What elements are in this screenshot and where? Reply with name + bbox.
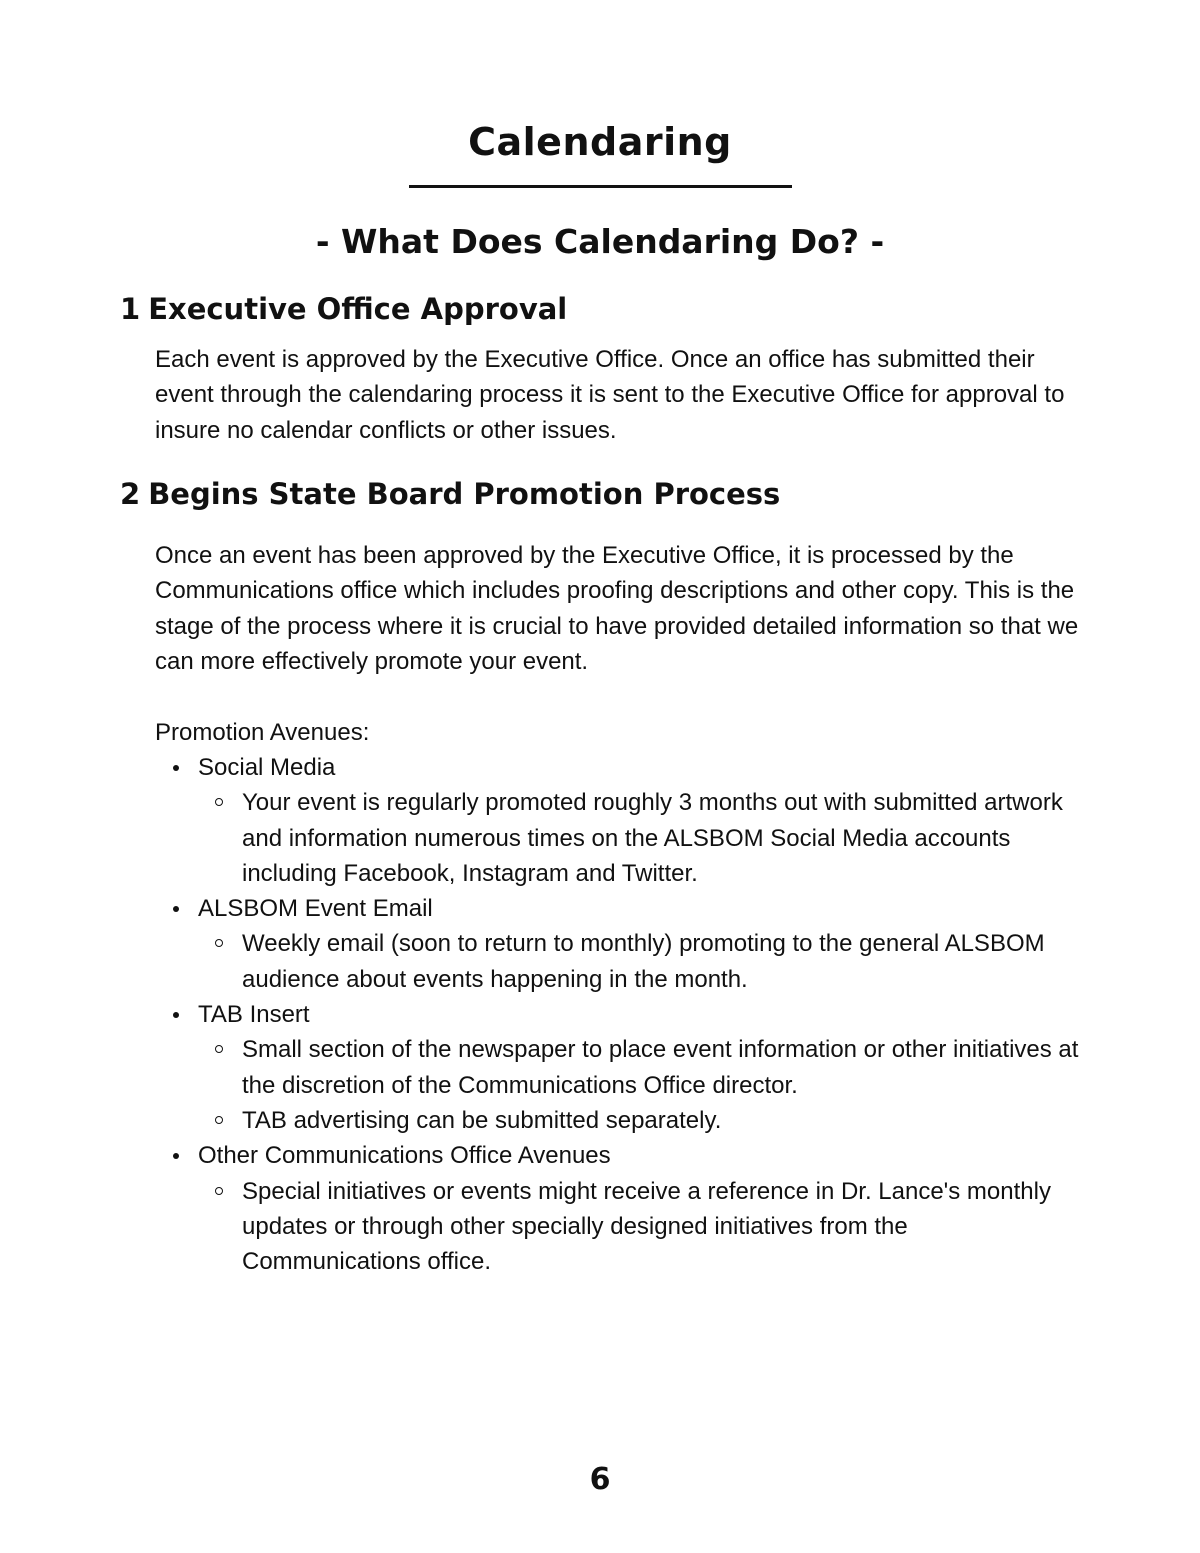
page-title: Calendaring xyxy=(468,120,732,164)
avenue-item-tab-insert xyxy=(155,997,1085,1138)
avenue-detail: Small section of the newspaper to place event information or other initiatives at the discretion of the Communications Office director. xyxy=(198,1032,1085,1103)
avenue-label: Other Communications Office Avenues xyxy=(198,1142,611,1170)
avenue-label: TAB Insert xyxy=(198,1001,310,1029)
avenue-detail: TAB advertising can be submitted separately. xyxy=(198,1103,1085,1138)
avenue-item-other-communications xyxy=(155,1138,1085,1279)
avenue-item-social-media xyxy=(155,750,1085,891)
avenue-label: ALSBOM Event Email xyxy=(198,895,433,923)
section-number: 2 xyxy=(120,477,141,511)
avenue-details-list xyxy=(198,1174,1085,1280)
avenue-detail: Weekly email (soon to return to monthly) promoting to the general ALSBOM audience about events happening in the month. xyxy=(198,926,1085,997)
section-body-executive-office-approval: Each event is approved by the Executive Office. Once an office has submitted their event through the calendaring process it is sent to the Executive Office for approval to insure no calendar conflicts or other issues. xyxy=(155,346,1065,444)
page-subtitle: - What Does Calendaring Do? - xyxy=(315,222,885,261)
promotion-avenues-list xyxy=(155,750,1085,1279)
avenue-details-list xyxy=(198,1032,1085,1138)
section-heading-text: Begins State Board Promotion Process xyxy=(148,477,781,511)
avenue-item-event-email xyxy=(155,891,1085,997)
section-number: 1 xyxy=(120,292,141,326)
title-underline xyxy=(409,185,792,188)
section-body-promotion-process: Once an event has been approved by the Executive Office, it is processed by the Communications office which includes proofing descriptions and other copy. This is the stage of the process where it is crucial to have provided detailed information so that we can more effectively promote your event. xyxy=(155,542,1079,675)
section-heading-text: Executive Office Approval xyxy=(148,292,568,326)
section-heading-promotion-process xyxy=(120,474,780,514)
section-heading-executive-office-approval xyxy=(120,289,567,329)
page-number: 6 xyxy=(589,1462,611,1497)
avenue-details-list xyxy=(198,926,1085,997)
promotion-avenues-label: Promotion Avenues: xyxy=(155,719,370,746)
avenue-details-list xyxy=(198,785,1085,891)
avenue-detail: Special initiatives or events might receive a reference in Dr. Lance's monthly updates or through other specially designed initiatives from the Communications office. xyxy=(198,1174,1085,1280)
avenue-label: Social Media xyxy=(198,754,336,781)
avenue-detail: Your event is regularly promoted roughly 3 months out with submitted artwork and information numerous times on the ALSBOM Social Media accounts including Facebook, Instagram and Twitter. xyxy=(198,785,1085,891)
